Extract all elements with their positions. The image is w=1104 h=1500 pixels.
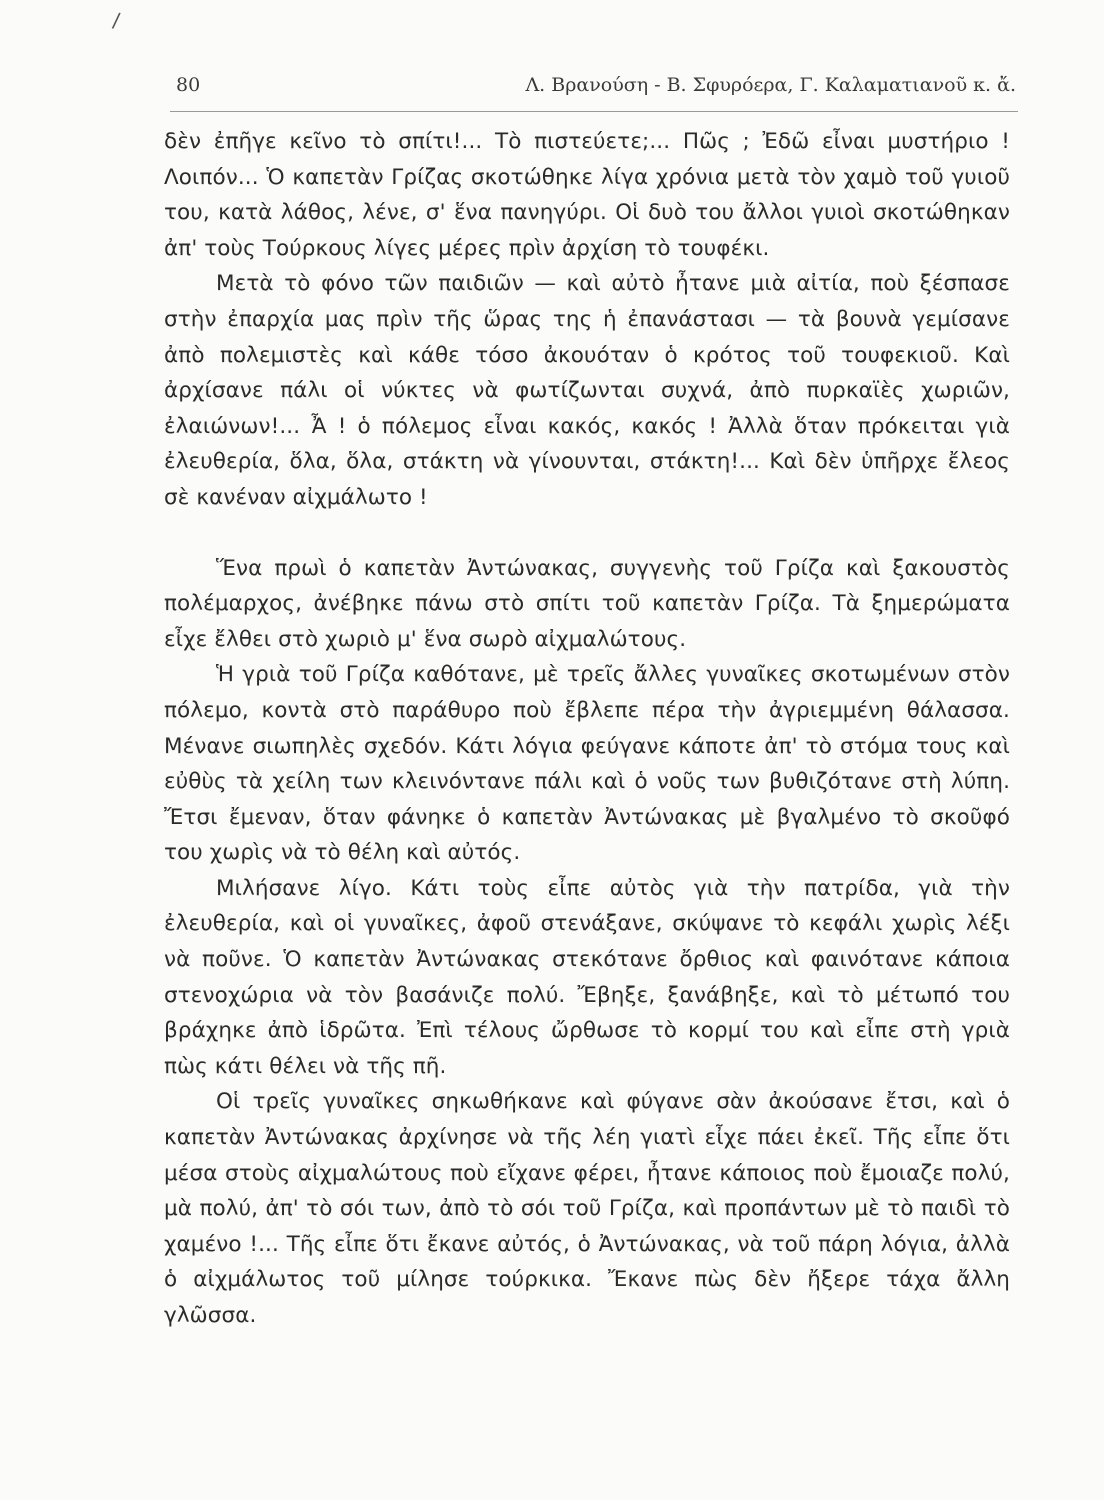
paragraph: Μετὰ τὸ φόνο τῶν παιδιῶν — καὶ αὐτὸ ἦτανε μιὰ αἰτία, ποὺ ξέσπασε στὴν ἐπαρχία μας πρὶν τῆς ὥρας της ἡ ἐπανάστασι — τὰ βουνὰ γεμίσανε ἀπὸ πολεμιστὲς καὶ κάθε τόσο ἀκουόταν ὁ κρότος τοῦ τουφεκιοῦ. Καὶ ἀρχίσανε πάλι οἱ νύκτες νὰ φωτίζωνται συχνά, ἀπὸ πυρκαϊὲς χωριῶν, ἐλαιώνων!... Ἆ ! ὁ πόλεμος εἶναι κακός, κακός ! Ἀλλὰ ὅταν πρόκειται γιὰ ἐλευθερία, ὅλα, ὅλα, στάκτη νὰ γίνουνται, στάκτη!... Καὶ δὲν ὑπῆρχε ἔλεος σὲ κανέναν αἰχμάλωτο !	[164, 271, 1010, 510]
running-title: Λ. Βρανούση - Β. Σφυρόερα, Γ. Καλαματιανοῦ κ. ἄ.	[525, 74, 1016, 96]
paragraph: Οἱ τρεῖς γυναῖκες σηκωθήκανε καὶ φύγανε σὰν ἀκούσανε ἔτσι, καὶ ὁ καπετὰν Ἀντώνακας ἀρχίνησε νὰ τῆς λέη γιατὶ εἶχε πάει ἐκεῖ. Τῆς εἶπε ὅτι μέσα στοὺς αἰχμαλώτους ποὺ εἴχανε φέρει, ἦτανε κάποιος ποὺ ἔμοιαζε πολύ, μὰ πολύ, ἀπ' τὸ σόι των, ἀπὸ τὸ σόι τοῦ Γρίζα, καὶ προπάντων μὲ τὸ παιδὶ τὸ χαμένο !... Τῆς εἶπε ὅτι ἔκανε αὐτός, ὁ Ἀντώνακας, νὰ τοῦ πάρη λόγια, ἀλλὰ ὁ αἰχμάλωτος τοῦ μίλησε τούρκικα. Ἔκανε πὼς δὲν ἤξερε τάχα ἄλλη γλῶσσα.	[164, 1089, 1010, 1328]
paragraph: Ἕνα πρωὶ ὁ καπετὰν Ἀντώνακας, συγγενὴς τοῦ Γρίζα καὶ ξακουστὸς πολέμαρχος, ἀνέβηκε πάνω στὸ σπίτι τοῦ καπετὰν Γρίζα. Τὰ ξημερώματα εἶχε ἔλθει στὸ χωριὸ μ' ἕνα σωρὸ αἰχμαλώτους.	[164, 555, 1010, 652]
header-rule	[170, 111, 1018, 112]
page-number: 80	[176, 74, 201, 96]
paragraph: Μιλήσανε λίγο. Κάτι τοὺς εἶπε αὐτὸς γιὰ τὴν πατρίδα, γιὰ τὴν ἐλευθερία, καὶ οἱ γυναῖκες, ἀφοῦ στενάξανε, σκύψανε τὸ κεφάλι χωρὶς λέξι νὰ ποῦνε. Ὁ καπετὰν Ἀντώνακας στεκότανε ὄρθιος καὶ φαινότανε κάποια στενοχώρια νὰ τὸν βασάνιζε πολύ. Ἔβηξε, ξανάβηξε, καὶ τὸ μέτωπό του βράχηκε ἀπὸ ἱδρῶτα. Ἐπὶ τέλους ὤρθωσε τὸ κορμί του καὶ εἶπε στὴ γριὰ πὼς κάτι θέλει νὰ τῆς πῆ.	[164, 875, 1010, 1079]
page-header	[176, 74, 1016, 96]
paragraph: Ἡ γριὰ τοῦ Γρίζα καθότανε, μὲ τρεῖς ἄλλες γυναῖκες σκοτωμένων στὸν πόλεμο, κοντὰ στὸ παράθυρο ποὺ ἔβλεπε πέρα τὴν ἀγριεμμένη θάλασσα. Μένανε σιωπηλὲς σχεδόν. Κάτι λόγια φεύγανε κάποτε ἀπ' τὸ στόμα τους καὶ εὐθὺς τὰ χείλη των κλεινόντανε πάλι καὶ ὁ νοῦς των βυθιζότανε στὴ λύπη. Ἔτσι ἔμεναν, ὅταν φάνηκε ὁ καπετὰν Ἀντώνακας μὲ βγαλμένο τὸ σκοῦφό του χωρὶς νὰ τὸ θέλη καὶ αὐτός.	[164, 662, 1010, 866]
margin-mark: /	[111, 7, 122, 33]
paragraph: δὲν ἐπῆγε κεῖνο τὸ σπίτι!... Τὸ πιστεύετε;... Πῶς ; Ἐδῶ εἶναι μυστήριο ! Λοιπόν... Ὁ καπετὰν Γρίζας σκοτώθηκε λίγα χρόνια μετὰ τὸν χαμὸ τοῦ γυιοῦ του, κατὰ λάθος, λένε, σ' ἕνα πανηγύρι. Οἱ δυὸ του ἄλλοι γυιοὶ σκοτώθηκαν ἀπ' τοὺς Τούρκους λίγες μέρες πρὶν ἀρχίση τὸ τουφέκι.	[164, 129, 1010, 261]
body-text	[164, 124, 1010, 1334]
